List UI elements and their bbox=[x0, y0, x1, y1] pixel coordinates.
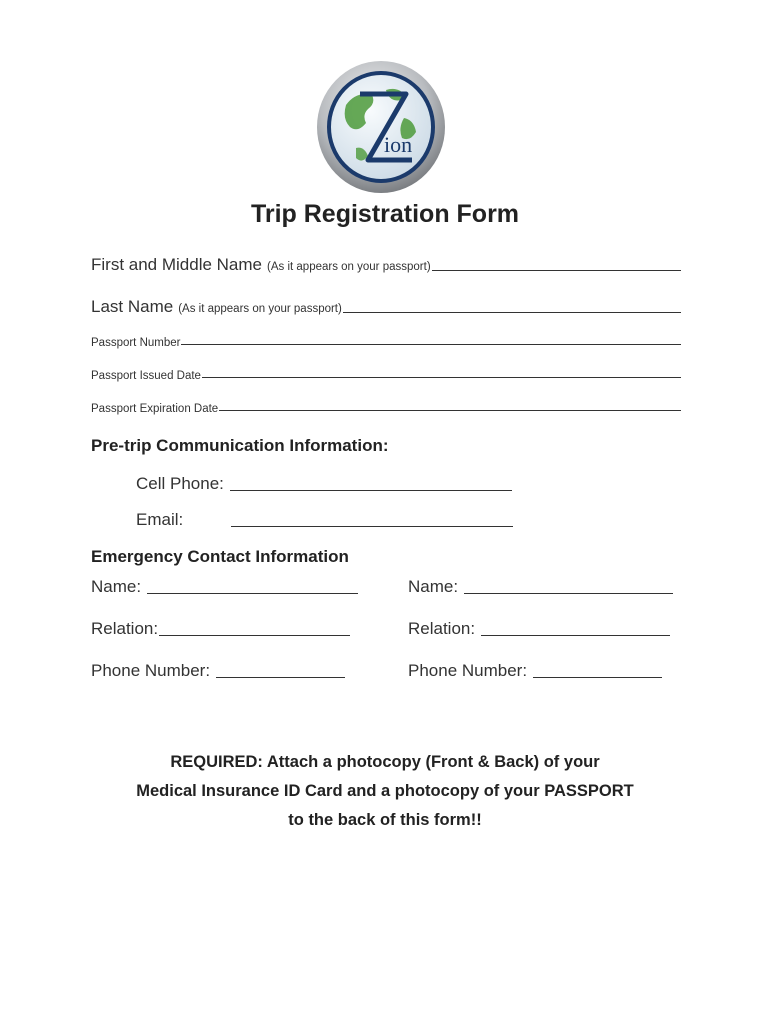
email-field[interactable] bbox=[136, 510, 513, 530]
contact1-relation-field[interactable] bbox=[91, 619, 350, 639]
required-notice-line-3: to the back of this form!! bbox=[288, 811, 482, 829]
passport-expiration-date-field[interactable] bbox=[91, 403, 681, 415]
contact1-relation-line[interactable] bbox=[159, 634, 350, 636]
contact1-phone-label: Phone Number: bbox=[91, 661, 211, 680]
required-notice-line-2: Medical Insurance ID Card and a photocopy of your PASSPORT bbox=[136, 782, 634, 800]
cell-phone-field[interactable] bbox=[136, 474, 512, 494]
form-title: Trip Registration Form bbox=[250, 200, 520, 228]
email-label: Email: bbox=[136, 510, 184, 529]
contact2-name-field[interactable] bbox=[408, 577, 673, 597]
passport-expiration-date-line[interactable] bbox=[219, 409, 681, 411]
passport-expiration-date-label: Passport Expiration Date bbox=[91, 403, 219, 415]
email-line[interactable] bbox=[231, 525, 513, 527]
contact1-phone-field[interactable] bbox=[91, 661, 345, 681]
contact1-name-line[interactable] bbox=[147, 592, 358, 594]
pretrip-heading: Pre-trip Communication Information: bbox=[91, 436, 389, 455]
contact2-relation-line[interactable] bbox=[481, 634, 670, 636]
contact2-phone-field[interactable] bbox=[408, 661, 662, 681]
first-middle-name-field[interactable] bbox=[91, 255, 681, 275]
contact2-relation-label: Relation: bbox=[408, 619, 476, 638]
contact2-phone-line[interactable] bbox=[533, 676, 662, 678]
passport-issued-date-line[interactable] bbox=[202, 376, 681, 378]
contact2-name-label: Name: bbox=[408, 577, 459, 596]
last-name-label: Last Name bbox=[91, 297, 174, 316]
contact1-relation-label: Relation: bbox=[91, 619, 159, 638]
required-notice-line-1: REQUIRED: Attach a photocopy (Front & Back) of your bbox=[170, 753, 600, 771]
emergency-heading: Emergency Contact Information bbox=[91, 547, 349, 566]
first-middle-name-line[interactable] bbox=[432, 269, 681, 271]
passport-issued-date-field[interactable] bbox=[91, 370, 681, 382]
passport-number-line[interactable] bbox=[181, 343, 681, 345]
contact1-phone-line[interactable] bbox=[216, 676, 345, 678]
required-notice bbox=[0, 748, 770, 835]
last-name-field[interactable] bbox=[91, 297, 681, 317]
cell-phone-label: Cell Phone: bbox=[136, 474, 224, 493]
contact1-name-label: Name: bbox=[91, 577, 142, 596]
contact2-relation-field[interactable] bbox=[408, 619, 670, 639]
passport-number-field[interactable] bbox=[91, 337, 681, 349]
cell-phone-line[interactable] bbox=[230, 489, 512, 491]
svg-text:ion: ion bbox=[384, 132, 413, 157]
contact2-name-line[interactable] bbox=[464, 592, 673, 594]
first-middle-name-note: (As it appears on your passport) bbox=[267, 261, 431, 273]
passport-issued-date-label: Passport Issued Date bbox=[91, 370, 201, 382]
contact1-name-field[interactable] bbox=[91, 577, 358, 597]
passport-number-label: Passport Number bbox=[91, 337, 181, 349]
globe-logo-icon bbox=[316, 60, 446, 194]
last-name-line[interactable] bbox=[343, 311, 681, 313]
contact2-phone-label: Phone Number: bbox=[408, 661, 528, 680]
first-middle-name-label: First and Middle Name bbox=[91, 255, 263, 274]
last-name-note: (As it appears on your passport) bbox=[178, 303, 342, 315]
